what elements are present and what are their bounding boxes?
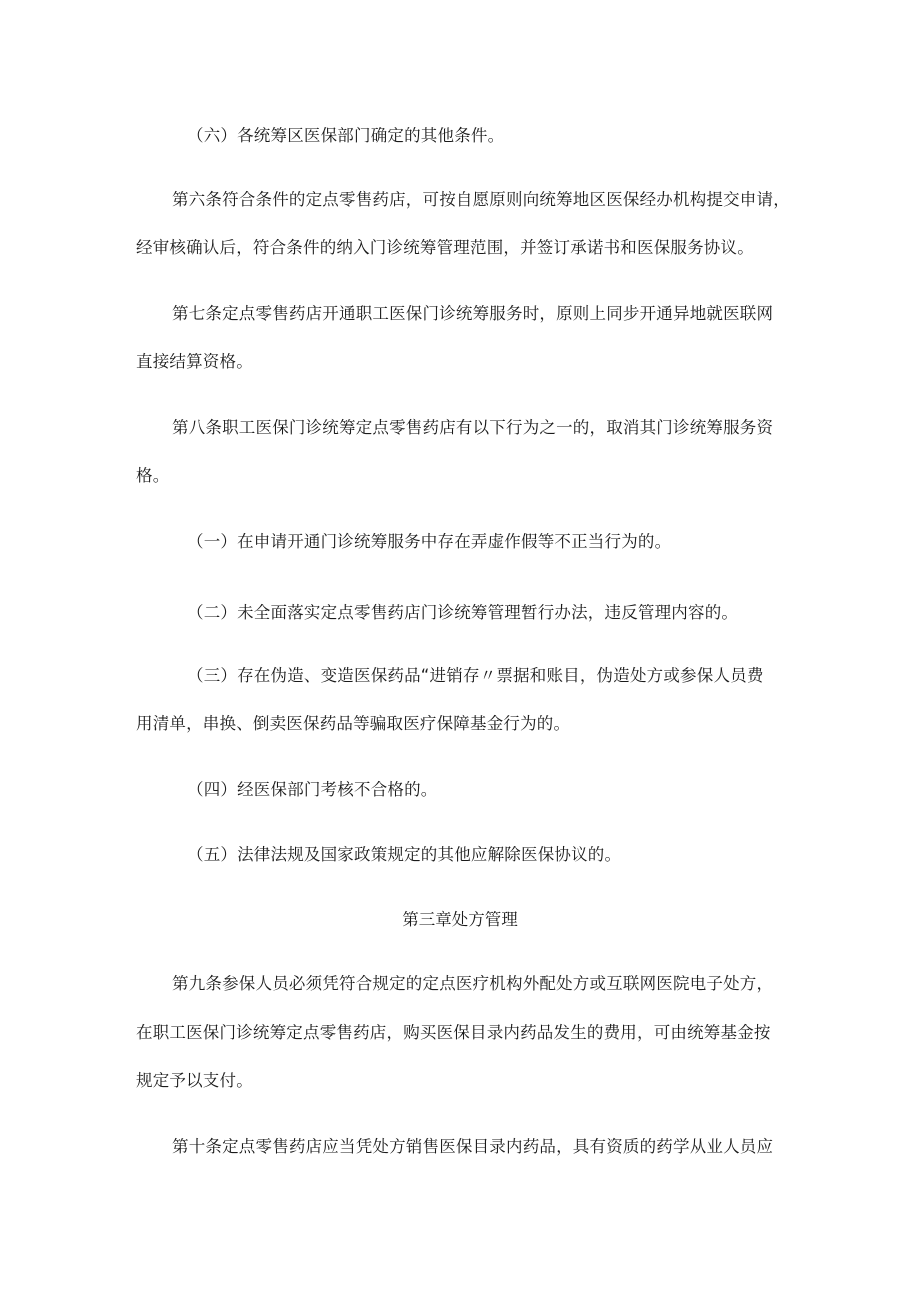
paragraph-line: 直接结算资格。 [136, 352, 253, 371]
paragraph-line: （五）法律法规及国家政策规定的其他应解除医保协议的。 [187, 845, 622, 864]
paragraph-line: 第八条职工医保门诊统筹定点零售药店有以下行为之一的，取消其门诊统筹服务资 [172, 418, 774, 437]
chapter-heading: 第三章处方管理 [402, 910, 518, 929]
paragraph-line: （一）在申请开通门诊统筹服务中存在弄虚作假等不正当行为的。 [187, 532, 672, 551]
paragraph-line: 第十条定点零售药店应当凭处方销售医保目录内药品，具有资质的药学从业人员应 [172, 1137, 774, 1156]
paragraph-line: 经审核确认后，符合条件的纳入门诊统筹管理范围，并签订承诺书和医保服务协议。 [136, 238, 754, 257]
paragraph-line: 格。 [136, 466, 170, 485]
paragraph-line: 规定予以支付。 [136, 1071, 253, 1090]
paragraph-line: 在职工医保门诊统筹定点零售药店，购买医保目录内药品发生的费用，可由统筹基金按 [136, 1023, 771, 1042]
paragraph-line: 用清单，串换、倒卖医保药品等骗取医疗保障基金行为的。 [136, 714, 571, 733]
paragraph-line: （二）未全面落实定点零售药店门诊统筹管理暂行办法，违反管理内容的。 [187, 603, 739, 622]
paragraph-line: 第六条符合条件的定点零售药店，可按自愿原则向统筹地区医保经办机构提交申请， [172, 190, 790, 209]
paragraph-line: 第七条定点零售药店开通职工医保门诊统筹服务时，原则上同步开通异地就医联网 [172, 304, 774, 323]
paragraph-line: （四）经医保部门考核不合格的。 [187, 780, 438, 799]
paragraph-line: （三）存在伪造、变造医保药品“进销存〃票据和账目，伪造处方或参保人员费 [187, 666, 764, 685]
paragraph-line: （六）各统筹区医保部门确定的其他条件。 [187, 126, 505, 145]
paragraph-line: 第九条参保人员必须凭符合规定的定点医疗机构外配处方或互联网医院电子处方， [172, 974, 774, 993]
